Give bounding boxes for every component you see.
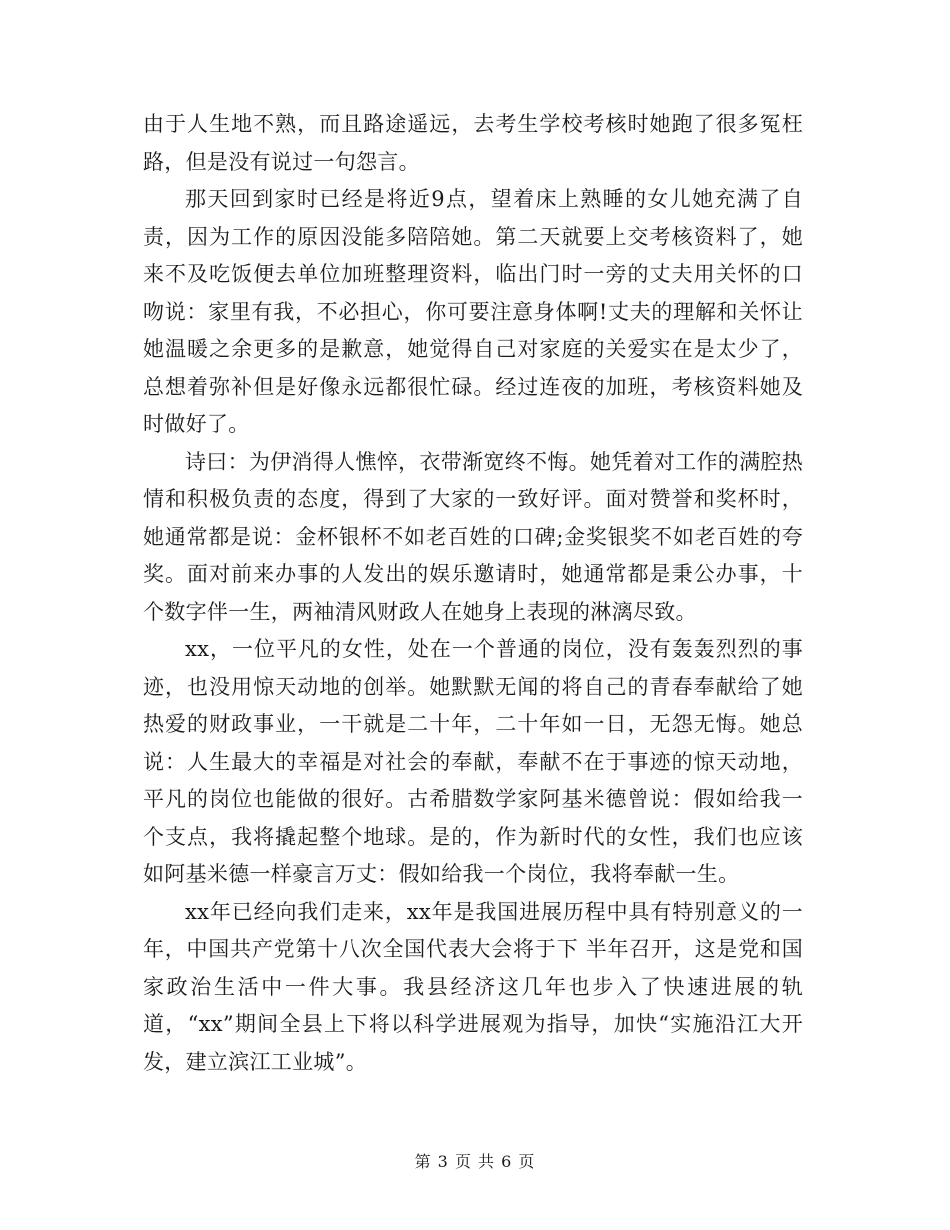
page-footer: [0, 1152, 950, 1172]
page-number-label: 第 3 页 共 6 页: [414, 1152, 536, 1171]
paragraph-2: 那天回到家时已经是将近9点，望着床上熟睡的女儿她充满了自责，因为工作的原因没能多陪陪她。第二天就要上交考核资料了，她来不及吃饭便去单位加班整理资料，临出门时一旁的丈夫用关怀的口吻说：家里有我，不必担心，你可要注意身体啊!丈夫的理解和关怀让她温暖之余更多的是歉意，她觉得自己对家庭的关爱实在是太少了，总想着弥补但是好像永远都很忙碌。经过连夜的加班，考核资料她及时做好了。: [143, 187, 803, 436]
paragraph-5: xx年已经向我们走来，xx年是我国进展历程中具有特别意义的一年，中国共产党第十八次全国代表大会将于下 半年召开，这是党和国家政治生活中一件大事。我县经济这几年也步入了快速进展的轨道，“xx”期间全县上下将以科学进展观为指导，加快“实施沿江大开发，建立滨江工业城”。: [143, 899, 803, 1074]
paragraph-4: xx，一位平凡的女性，处在一个普通的岗位，没有轰轰烈烈的事迹，也没用惊天动地的创举。她默默无闻的将自己的青春奉献给了她热爱的财政事业，一干就是二十年，二十年如一日，无怨无悔。她总说：人生最大的幸福是对社会的奉献，奉献不在于事迹的惊天动地，平凡的岗位也能做的很好。古希腊数学家阿基米德曾说：假如给我一个支点，我将撬起整个地球。是的，作为新时代的女性，我们也应该如阿基米德一样豪言万丈：假如给我一个岗位，我将奉献一生。: [143, 637, 803, 886]
paragraph-1: 由于人生地不熟，而且路途遥远，去考生学校考核时她跑了很多冤枉路，但是没有说过一句怨言。: [143, 112, 803, 174]
paragraph-3: 诗曰：为伊消得人憔悴，衣带渐宽终不悔。她凭着对工作的满腔热情和积极负责的态度，得到了大家的一致好评。面对赞誉和奖杯时，她通常都是说：金杯银杯不如老百姓的口碑;金奖银奖不如老百姓的夸奖。面对前来办事的人发出的娱乐邀请时，她通常都是秉公办事，十个数字伴一生，两袖清风财政人在她身上表现的淋漓尽致。: [143, 449, 803, 624]
document-body: [143, 106, 803, 1081]
